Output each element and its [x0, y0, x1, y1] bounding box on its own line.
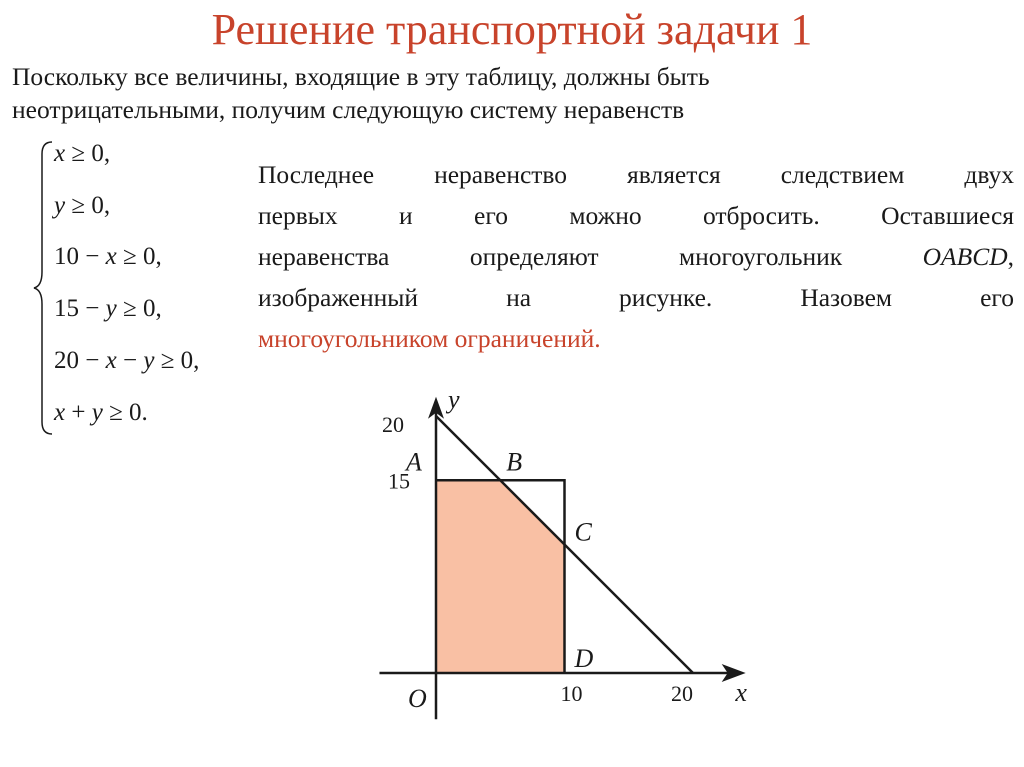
vertex-label-b: B	[506, 447, 523, 477]
x-tick-20: 20	[671, 681, 693, 706]
inequality-2: y ≥ 0,	[54, 192, 111, 219]
inequality-6: x + y ≥ 0.	[54, 399, 148, 426]
x-axis-label: x	[735, 678, 747, 707]
inequality-1: x ≥ 0,	[54, 140, 111, 167]
system-brace	[32, 140, 54, 436]
para-line-5-highlight: многоугольником ограничений.	[258, 324, 601, 353]
y-axis-label: y	[448, 384, 460, 414]
inequality-5: 20 − x − y ≥ 0,	[54, 347, 200, 374]
para-line-1: Последнее неравенство является следствием двух	[258, 160, 1014, 189]
para-line-4: изображенный на рисунке. Назовем его	[258, 283, 1014, 312]
para-line-2: первых и его можно отбросить. Оставшиеся	[258, 201, 1014, 230]
explanation-paragraph	[258, 154, 1014, 359]
polygon-name: OABCD	[922, 242, 1008, 271]
feasible-polygon	[436, 480, 565, 673]
y-tick-15: 15	[388, 468, 410, 494]
para-line-3: неравенства определяют многоугольник OABCD,	[258, 242, 1014, 271]
vertex-label-c: C	[574, 517, 592, 547]
inequality-4: 15 − y ≥ 0,	[54, 295, 162, 322]
vertex-label-a: A	[406, 447, 422, 477]
intro-line-1: Поскольку все величины, входящие в эту таблицу, должны быть	[12, 62, 710, 91]
intro-text	[12, 60, 1012, 126]
y-tick-20: 20	[382, 412, 404, 437]
inequality-3: 10 − x ≥ 0,	[54, 243, 162, 270]
slide-title: Решение транспортной задачи 1	[211, 5, 813, 54]
intro-line-2: неотрицательными, получим следующую систему неравенств	[12, 95, 685, 124]
origin-label: O	[408, 684, 427, 713]
feasible-region-chart	[370, 375, 770, 725]
vertex-label-d: D	[574, 644, 594, 673]
x-tick-10: 10	[560, 681, 583, 706]
